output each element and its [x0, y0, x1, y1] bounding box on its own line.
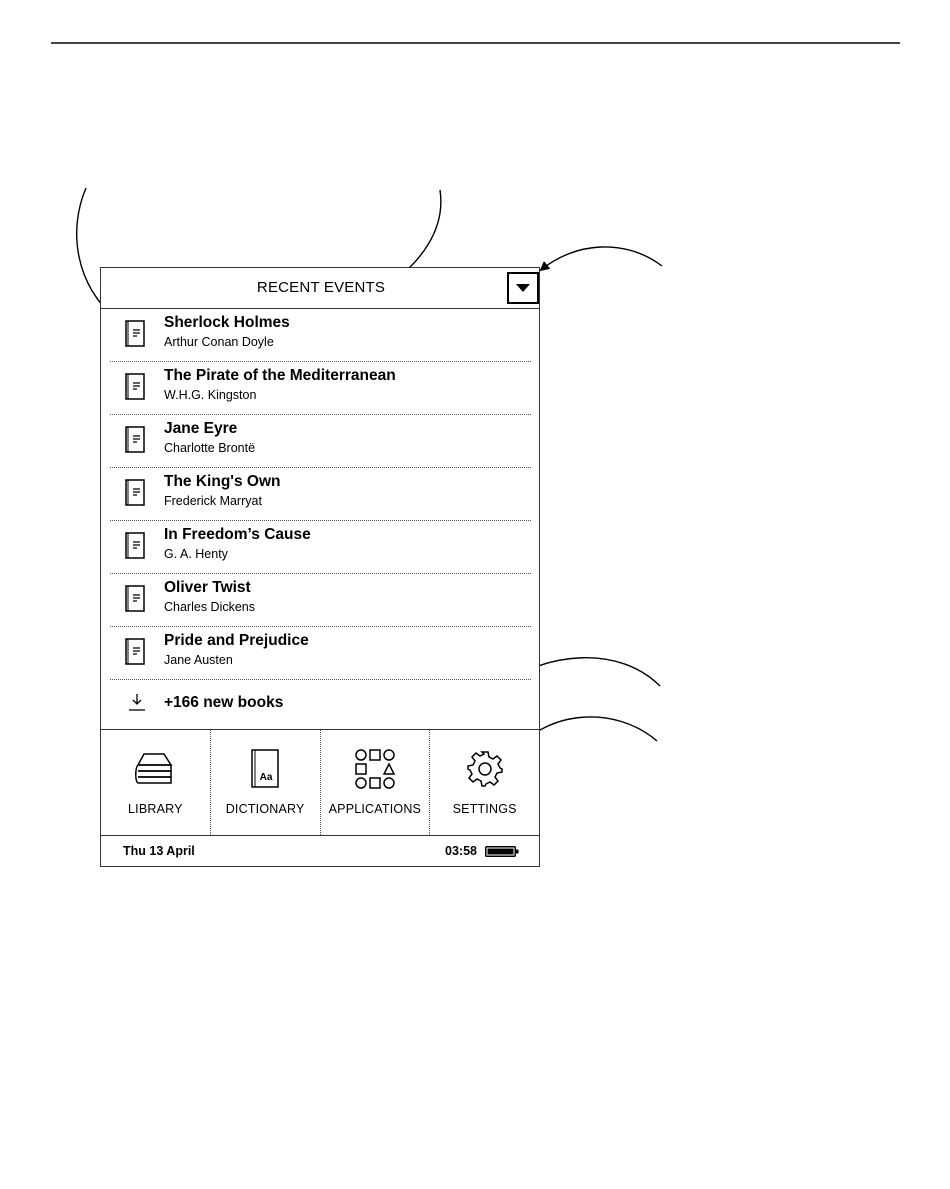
app-library[interactable] — [101, 730, 211, 835]
book-title: Jane Eyre — [164, 420, 238, 437]
caret-down-icon — [516, 284, 530, 292]
book-author: Jane Austen — [164, 653, 233, 667]
battery-fill — [488, 849, 514, 855]
svg-text:Aa: Aa — [259, 772, 273, 783]
status-time: 03:58 — [445, 844, 477, 858]
book-title: Oliver Twist — [164, 579, 251, 596]
battery-icon — [485, 846, 519, 857]
book-author: W.H.G. Kingston — [164, 388, 257, 402]
app-label: APPLICATIONS — [328, 802, 422, 816]
book-title: The King's Own — [164, 473, 281, 490]
book-icon — [125, 425, 147, 453]
callout-arrow-dropdown — [541, 247, 662, 270]
page-title: RECENT EVENTS — [256, 279, 386, 296]
list-item[interactable] — [110, 627, 531, 680]
app-dictionary[interactable] — [211, 730, 321, 835]
list-item[interactable] — [110, 521, 531, 574]
app-label: SETTINGS — [452, 802, 517, 816]
book-author: Frederick Marryat — [164, 494, 262, 508]
book-icon — [125, 637, 147, 665]
new-books-item[interactable] — [101, 678, 539, 728]
book-title: Sherlock Holmes — [164, 314, 290, 331]
dropdown-button[interactable] — [507, 272, 539, 304]
book-author: Arthur Conan Doyle — [164, 335, 274, 349]
gear-icon — [464, 748, 506, 790]
book-title: The Pirate of the Mediterranean — [164, 367, 396, 384]
applications-icon — [354, 748, 396, 790]
dictionary-icon — [244, 748, 286, 790]
list-item[interactable] — [110, 468, 531, 521]
status-date: Thu 13 April — [123, 844, 195, 858]
book-title: In Freedom’s Cause — [164, 526, 311, 543]
book-title: Pride and Prejudice — [164, 632, 309, 649]
book-author: Charlotte Brontë — [164, 441, 256, 455]
download-icon — [128, 692, 146, 712]
app-settings[interactable] — [430, 730, 539, 835]
book-icon — [125, 319, 147, 347]
page-rule — [51, 42, 900, 44]
status-bar — [101, 835, 539, 866]
device-screen — [100, 267, 540, 867]
new-books-label: +166 new books — [164, 694, 284, 711]
recent-events-header — [101, 268, 539, 309]
book-icon — [125, 372, 147, 400]
app-bar — [101, 729, 539, 836]
list-item[interactable] — [110, 362, 531, 415]
app-label: LIBRARY — [128, 802, 183, 816]
book-icon — [125, 584, 147, 612]
book-icon — [125, 531, 147, 559]
list-item[interactable] — [110, 574, 531, 627]
list-item[interactable] — [110, 415, 531, 468]
app-applications[interactable] — [321, 730, 431, 835]
book-author: Charles Dickens — [164, 600, 256, 614]
recent-books-list — [101, 309, 539, 680]
book-icon — [125, 478, 147, 506]
list-item[interactable] — [110, 309, 531, 362]
book-author: G. A. Henty — [164, 547, 228, 561]
app-label: DICTIONARY — [225, 802, 305, 816]
library-icon — [134, 748, 176, 790]
